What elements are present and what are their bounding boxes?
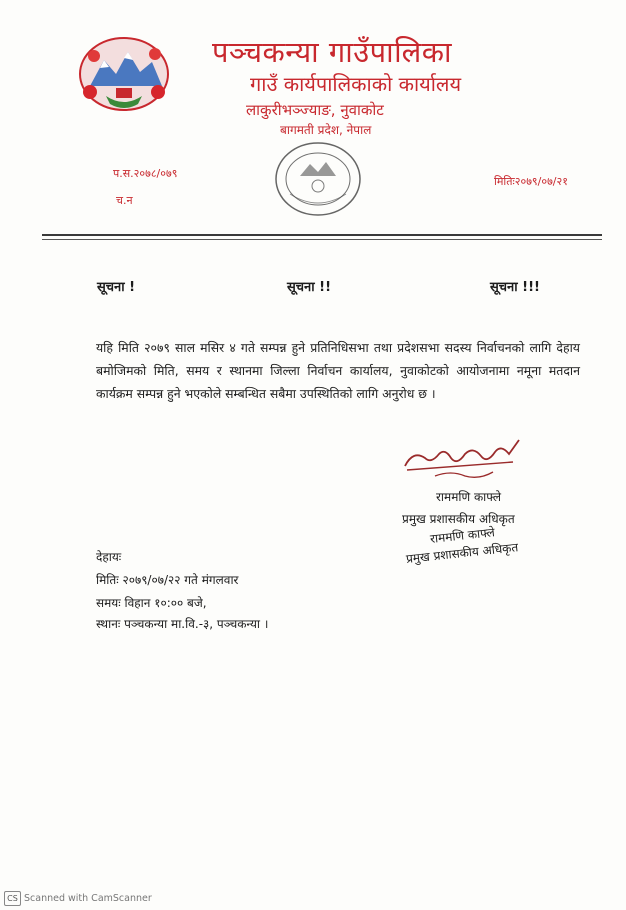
details-label: देहायः <box>96 550 122 564</box>
header-divider <box>42 234 602 236</box>
letter-date: मितिः२०७९/०७/२१ <box>494 175 568 188</box>
details-date: मितिः २०७९/०७/२२ गते मंगलवार <box>96 573 239 587</box>
signature-icon <box>395 436 525 482</box>
notice-heading-3: सूचना !!! <box>490 280 540 295</box>
office-name: गाउँ कार्यपालिकाको कार्यालय <box>250 72 462 96</box>
municipality-title: पञ्चकन्या गाउँपालिका <box>212 35 453 69</box>
scanner-text: Scanned with CamScanner <box>24 893 152 904</box>
notice-heading-2: सूचना !! <box>287 280 332 295</box>
name-stamp: राममणि काफ्ले <box>429 525 496 546</box>
reference-number: प.स.२०७८/०७९ <box>113 167 178 180</box>
nepal-emblem-icon <box>76 30 172 112</box>
details-time: समयः विहान १०:०० बजे, <box>96 596 207 610</box>
office-location: लाकुरीभञ्ज्याङ, नुवाकोट <box>246 101 384 119</box>
province-name: बागमती प्रदेश, नेपाल <box>280 123 372 137</box>
signatory-title: प्रमुख प्रशासकीय अधिकृत <box>402 512 515 526</box>
scanner-watermark <box>4 891 152 906</box>
title-stamp: प्रमुख प्रशासकीय अधिकृत <box>405 540 519 566</box>
dispatch-number: च.न <box>116 194 133 207</box>
signatory-name: राममणि काफ्ले <box>436 490 502 504</box>
notice-heading-1: सूचना ! <box>97 280 136 295</box>
camscanner-logo-icon: CS <box>4 891 21 906</box>
notice-body: यहि मिति २०७९ साल मसिर ४ गते सम्पन्न हुने प्रतिनिधिसभा तथा प्रदेशसभा सदस्य निर्वाचनको लागि देहाय बमोजिमको मिति, समय र स्थानमा जिल्ला निर्वाचन कार्यालय, नुवाकोटको आयोजनामा नमूना मतदान कार्यक्रम सम्पन्न हुने भएकोले सम्बन्धित सबैमा उपस्थितिको लागि अनुरोध छ । <box>96 340 580 401</box>
details-place: स्थानः पञ्चकन्या मा.वि.-३, पञ्चकन्या । <box>96 617 269 631</box>
office-stamp-icon <box>268 136 368 222</box>
header-divider-thin <box>42 239 602 240</box>
